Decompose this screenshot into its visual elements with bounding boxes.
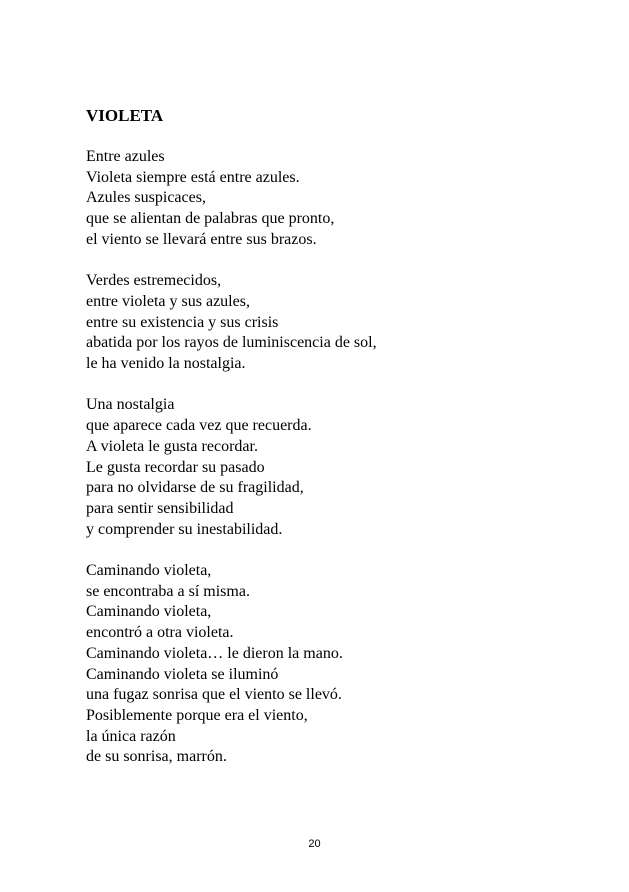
page-number: 20 <box>308 838 321 850</box>
poem-line: para no olvidarse de su fragilidad, <box>86 479 304 497</box>
poem-line: encontró a otra violeta. <box>86 624 234 642</box>
poem-line: entre violeta y sus azules, <box>86 292 250 310</box>
poem-body <box>86 147 606 789</box>
poem-line: que se alientan de palabras que pronto, <box>86 210 335 228</box>
poem-line: Caminando violeta… le dieron la mano. <box>86 644 343 662</box>
poem-line: Caminando violeta, <box>86 562 212 580</box>
poem-line: entre su existencia y sus crisis <box>86 313 279 331</box>
poem-line: para sentir sensibilidad <box>86 499 234 517</box>
poem-line: la única razón <box>86 727 176 745</box>
stanza-2 <box>86 271 606 375</box>
stanza-1 <box>86 147 606 251</box>
poem-line: Posiblemente porque era el viento, <box>86 706 308 724</box>
poem-line: el viento se llevará entre sus brazos. <box>86 230 317 248</box>
poem-line: que aparece cada vez que recuerda. <box>86 417 312 435</box>
poem-line: A violeta le gusta recordar. <box>86 437 258 455</box>
poem-title: VIOLETA <box>86 106 164 125</box>
poem-line: Entre azules <box>86 148 165 165</box>
stanza-3 <box>86 395 606 540</box>
poem-line: Una nostalgia <box>86 396 175 414</box>
poem-line: y comprender su inestabilidad. <box>86 520 283 538</box>
poem-line: se encontraba a sí misma. <box>86 582 250 600</box>
poem-line: le ha venido la nostalgia. <box>86 355 246 373</box>
poem-line: Caminando violeta, <box>86 603 212 621</box>
poem-line: Azules suspicaces, <box>86 189 206 207</box>
poem-line: Caminando violeta se iluminó <box>86 665 279 683</box>
poem-line: una fugaz sonrisa que el viento se llevó. <box>86 686 342 704</box>
poem-line: de su sonrisa, marrón. <box>86 748 227 766</box>
poem-line: Violeta siempre está entre azules. <box>86 168 300 186</box>
poem-line: abatida por los rayos de luminiscencia de sol, <box>86 334 377 352</box>
poem-line: Le gusta recordar su pasado <box>86 458 265 476</box>
stanza-4 <box>86 561 606 768</box>
poem-line: Verdes estremecidos, <box>86 272 222 290</box>
